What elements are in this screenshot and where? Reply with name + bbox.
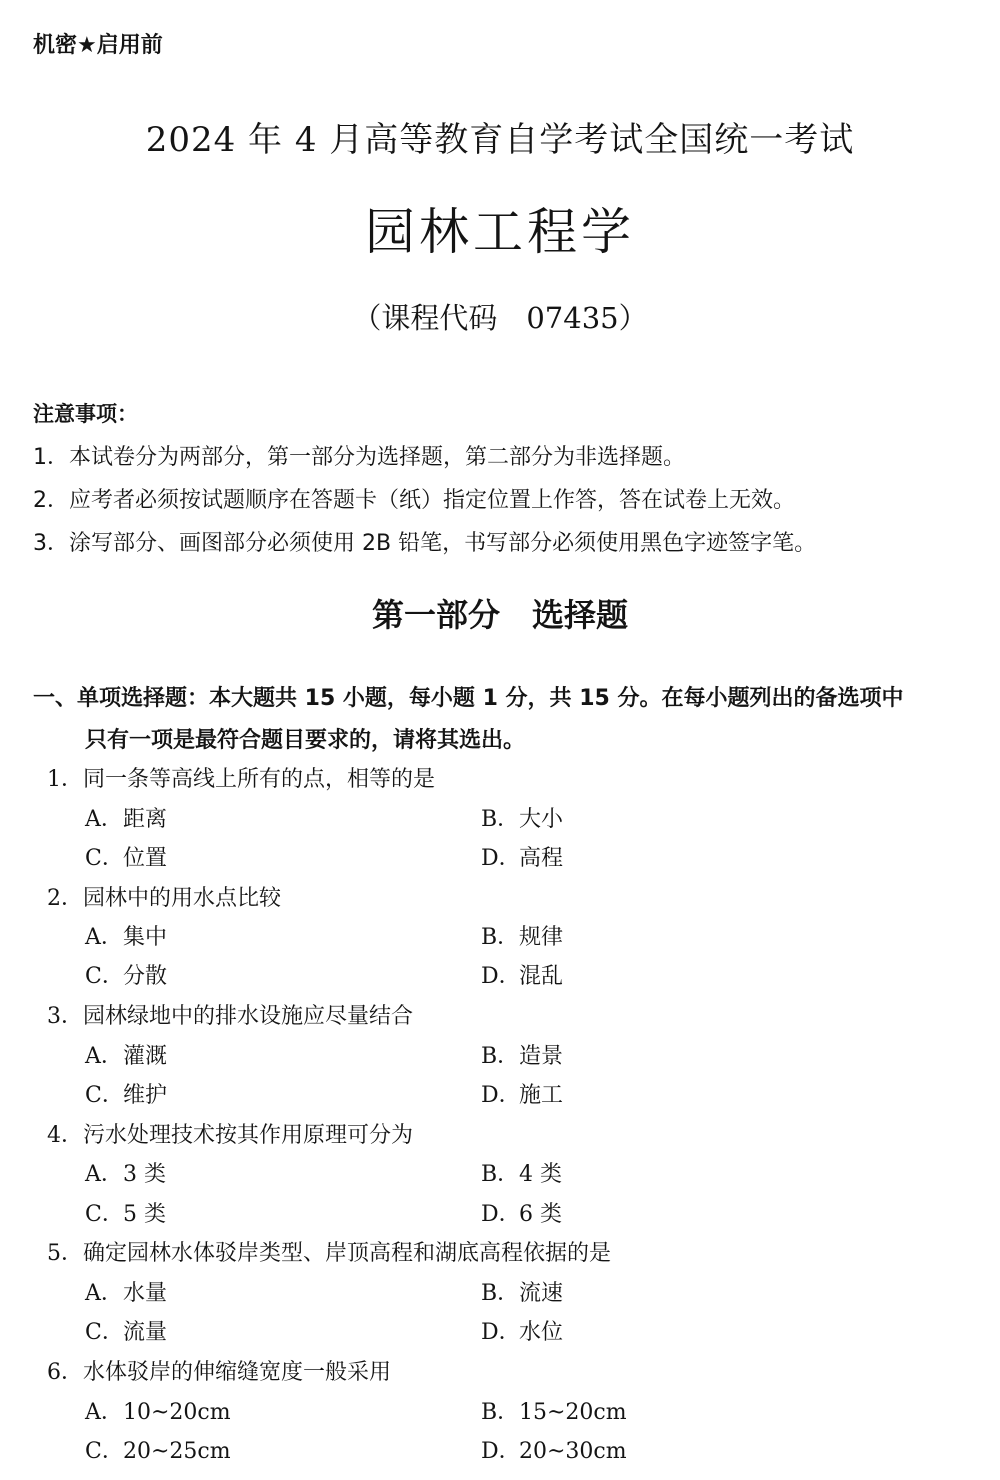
- option-text: 大小: [519, 807, 564, 832]
- question-stem: [47, 881, 281, 912]
- exam-title: 2024 年 4 月高等教育自学考试全国统一考试: [145, 120, 855, 160]
- question-text: 水体驳岸的伸缩缝宽度一般采用: [83, 1360, 392, 1385]
- option-label: B．: [481, 807, 520, 832]
- option-label: A．: [85, 1400, 123, 1425]
- option-label: A．: [85, 807, 123, 832]
- option-text: 水位: [519, 1320, 564, 1345]
- course-title: 园林工程学: [365, 203, 635, 261]
- question-stem: [47, 1118, 413, 1149]
- option-text: 流量: [123, 1320, 168, 1345]
- option-text: 灌溉: [123, 1044, 168, 1069]
- option-label: D．: [481, 1320, 521, 1345]
- option-b: [481, 1276, 563, 1307]
- notice-item: 1．本试卷分为两部分，第一部分为选择题，第二部分为非选择题。: [33, 445, 685, 470]
- option-b: [481, 920, 563, 951]
- option-label: C．: [85, 1202, 124, 1227]
- option-text: 3 类: [123, 1162, 166, 1187]
- option-label: C．: [85, 1083, 124, 1108]
- part-title: 第一部分 选择题: [371, 596, 628, 634]
- option-label: C．: [85, 1320, 124, 1345]
- option-label: D．: [481, 1202, 521, 1227]
- option-c: [85, 1078, 167, 1109]
- option-label: A．: [85, 925, 123, 950]
- question-stem: [47, 762, 435, 793]
- option-c: [85, 1197, 166, 1228]
- option-c: [85, 959, 167, 990]
- course-code: （课程代码 07435）: [352, 301, 648, 335]
- section-instructions-line1: 一、单项选择题：本大题共 15 小题，每小题 1 分，共 15 分。在每小题列出的备选项中: [33, 686, 904, 711]
- option-label: B．: [481, 1044, 520, 1069]
- option-label: D．: [481, 1439, 521, 1464]
- notice-heading: 注意事项：: [33, 402, 138, 426]
- confidential-mark: 机密★启用前: [33, 33, 163, 58]
- option-label: B．: [481, 1162, 520, 1187]
- option-b: [481, 1039, 563, 1070]
- question-number: 5．: [47, 1241, 83, 1266]
- option-text: 造景: [519, 1044, 564, 1069]
- option-text: 15~20cm: [519, 1400, 627, 1425]
- question-number: 2．: [47, 886, 83, 911]
- option-text: 维护: [123, 1083, 168, 1108]
- option-text: 10~20cm: [123, 1400, 231, 1425]
- option-a: [85, 1395, 231, 1426]
- option-d: [481, 1197, 562, 1228]
- option-label: A．: [85, 1162, 123, 1187]
- option-a: [85, 1276, 167, 1307]
- option-text: 集中: [123, 925, 168, 950]
- option-text: 水量: [123, 1281, 168, 1306]
- option-label: C．: [85, 846, 124, 871]
- option-text: 20~30cm: [519, 1439, 627, 1464]
- option-d: [481, 1078, 563, 1109]
- option-label: B．: [481, 1281, 520, 1306]
- section-instructions: [33, 678, 983, 762]
- option-text: 20~25cm: [123, 1439, 231, 1464]
- question-text: 确定园林水体驳岸类型、岸顶高程和湖底高程依据的是: [83, 1241, 612, 1266]
- option-d: [481, 959, 563, 990]
- question-text: 园林中的用水点比较: [83, 886, 282, 911]
- option-c: [85, 1315, 167, 1346]
- question-stem: [47, 1355, 391, 1386]
- notice-item: 2．应考者必须按试题顺序在答题卡（纸）指定位置上作答，答在试卷上无效。: [33, 488, 795, 513]
- option-a: [85, 1039, 167, 1070]
- option-a: [85, 1157, 166, 1188]
- question-number: 6．: [47, 1360, 83, 1385]
- option-a: [85, 802, 167, 833]
- option-c: [85, 1434, 231, 1465]
- option-d: [481, 841, 563, 872]
- option-text: 分散: [123, 964, 168, 989]
- option-text: 5 类: [123, 1202, 166, 1227]
- question-stem: [47, 1236, 611, 1267]
- option-label: C．: [85, 964, 124, 989]
- section-instructions-line2: 只有一项是最符合题目要求的，请将其选出。: [85, 728, 526, 753]
- option-text: 距离: [123, 807, 168, 832]
- option-label: A．: [85, 1044, 123, 1069]
- option-text: 混乱: [519, 964, 564, 989]
- question-stem: [47, 999, 413, 1030]
- option-b: [481, 1395, 627, 1426]
- option-label: D．: [481, 846, 521, 871]
- option-text: 规律: [519, 925, 564, 950]
- option-label: D．: [481, 964, 521, 989]
- option-b: [481, 802, 563, 833]
- option-b: [481, 1157, 562, 1188]
- question-number: 1．: [47, 767, 83, 792]
- option-text: 6 类: [519, 1202, 562, 1227]
- option-label: A．: [85, 1281, 123, 1306]
- question-text: 园林绿地中的排水设施应尽量结合: [83, 1004, 414, 1029]
- option-label: C．: [85, 1439, 124, 1464]
- option-d: [481, 1434, 627, 1465]
- option-label: D．: [481, 1083, 521, 1108]
- option-text: 4 类: [519, 1162, 562, 1187]
- option-text: 位置: [123, 846, 168, 871]
- option-d: [481, 1315, 563, 1346]
- question-text: 污水处理技术按其作用原理可分为: [83, 1123, 414, 1148]
- option-a: [85, 920, 167, 951]
- question-number: 4．: [47, 1123, 83, 1148]
- option-c: [85, 841, 167, 872]
- question-number: 3．: [47, 1004, 83, 1029]
- option-text: 高程: [519, 846, 564, 871]
- option-text: 流速: [519, 1281, 564, 1306]
- option-text: 施工: [519, 1083, 564, 1108]
- option-label: B．: [481, 925, 520, 950]
- question-text: 同一条等高线上所有的点，相等的是: [83, 767, 436, 792]
- notice-item: 3．涂写部分、画图部分必须使用 2B 铅笔，书写部分必须使用黑色字迹签字笔。: [33, 531, 817, 556]
- option-label: B．: [481, 1400, 520, 1425]
